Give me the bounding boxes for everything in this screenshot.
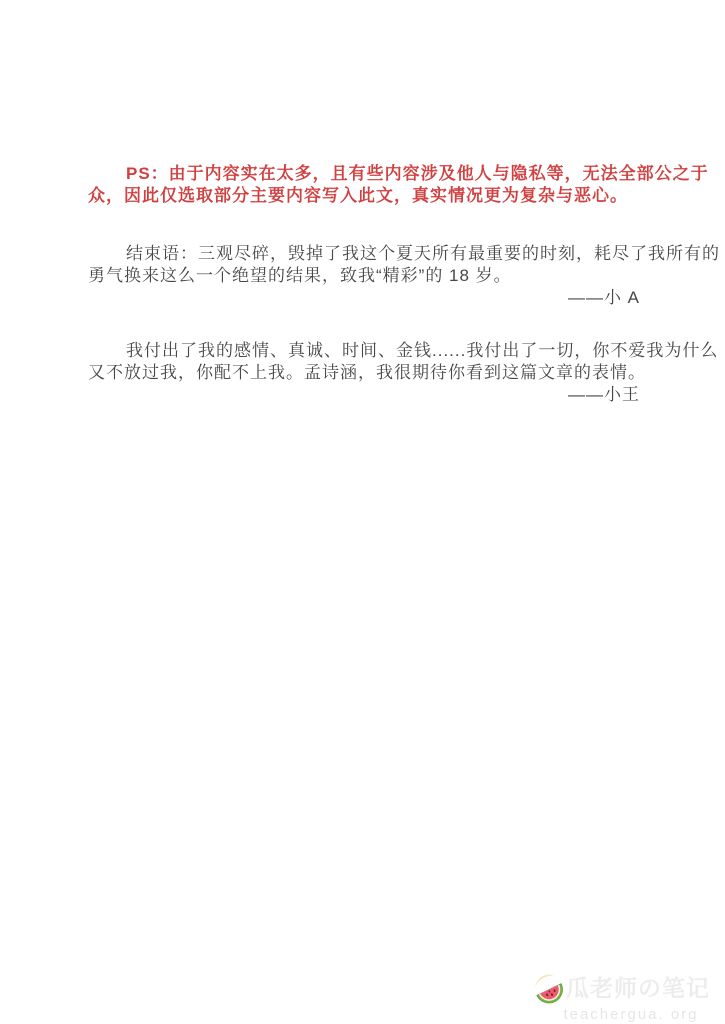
watermark-row [532,971,712,1005]
watermelon-icon [532,971,566,1005]
signature-xiao-wang: ——小王 [568,385,640,404]
ps-note-paragraph [88,163,709,207]
closing-line-2: 勇气换来这么一个绝望的结果，致我“精彩”的 18 岁。 [88,266,512,285]
final-paragraph [88,340,719,406]
final-line-2: 又不放过我，你配不上我。孟诗涵，我很期待你看到这篇文章的表情。 [88,363,646,382]
watermark [532,971,712,1023]
watermark-url: teachergua. org [563,1006,699,1023]
closing-paragraph [88,243,720,309]
watermark-title: 瓜老师の笔记 [566,975,710,1001]
article-body [88,163,720,406]
ps-note-line-1: PS：由于内容实在太多，且有些内容涉及他人与隐私等，无法全部公之于 [126,164,709,183]
closing-line-1: 结束语：三观尽碎，毁掉了我这个夏天所有最重要的时刻，耗尽了我所有的 [126,244,720,263]
signature-xiao-a: ——小 A [567,288,640,307]
final-line-1: 我付出了我的感情、真诚、时间、金钱......我付出了一切，你不爱我为什么 [126,341,719,360]
ps-note-line-2: 众，因此仅选取部分主要内容写入此文，真实情况更为复杂与恶心。 [88,186,628,205]
